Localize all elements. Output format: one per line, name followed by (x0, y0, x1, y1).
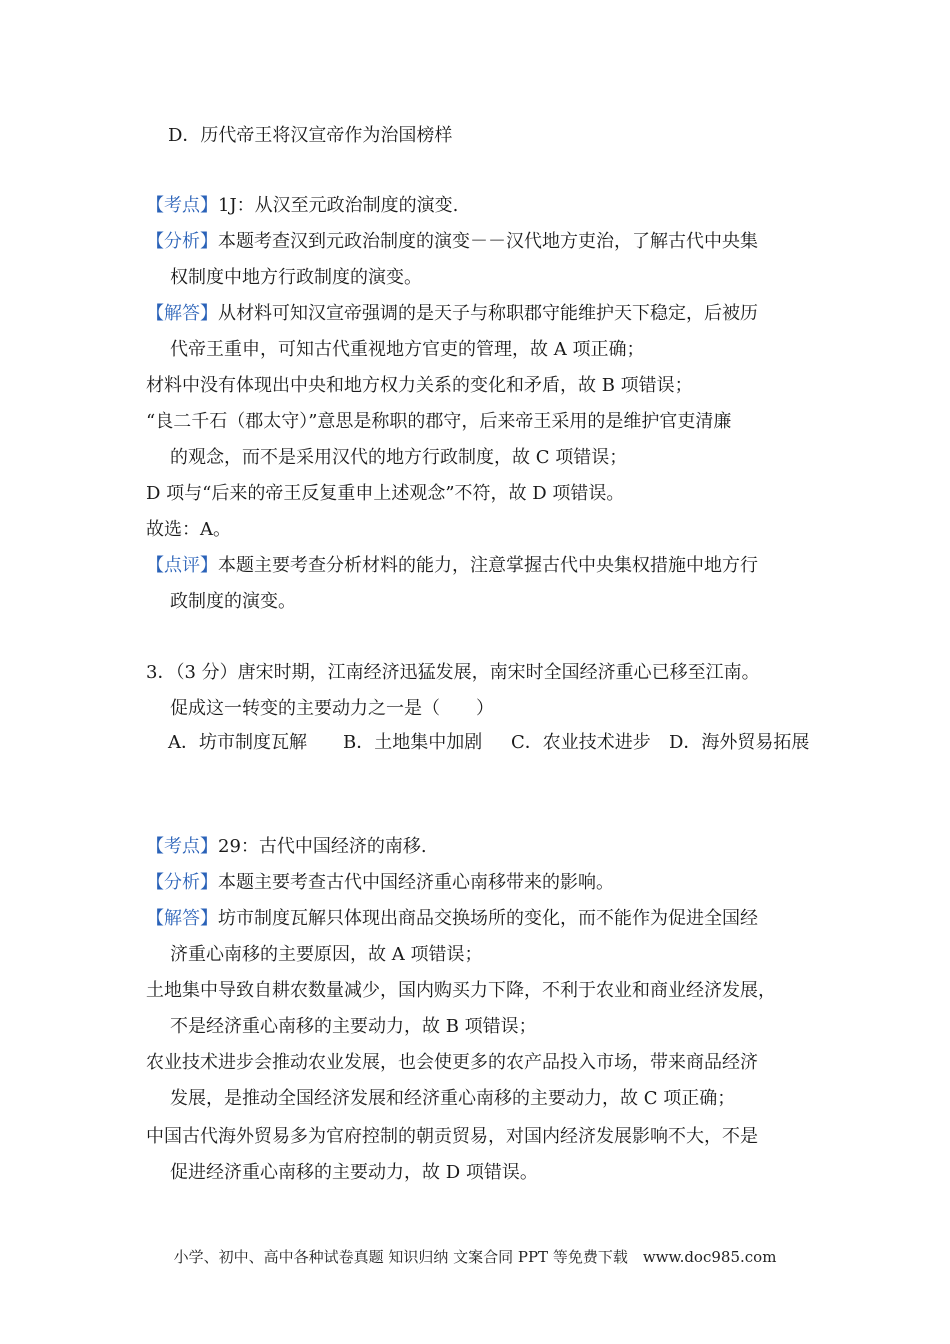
q3-jieda-line4: 不是经济重心南移的主要动力，故 B 项错误； (170, 1016, 537, 1037)
q3-jieda (146, 907, 758, 931)
q3-jieda-line6: 发展，是推动全国经济发展和经济重心南移的主要动力，故 C 项正确； (170, 1088, 736, 1109)
fenxi-tag: 【分析】 (146, 231, 218, 252)
jieda-text: 从材料可知汉宣帝强调的是天子与称职郡守能维护天下稳定，后被历 (218, 303, 758, 324)
q2-dianping (146, 554, 758, 578)
q3-stem: 3．（3 分）唐宋时期，江南经济迅猛发展，南宋时全国经济重心已移至江南。 (146, 662, 760, 683)
q2-jieda-line5: 的观念，而不是采用汉代的地方行政制度，故 C 项错误； (170, 447, 628, 468)
q2-jieda (146, 302, 758, 326)
q3-jieda-line5: 农业技术进步会推动农业发展，也会使更多的农产品投入市场，带来商品经济 (146, 1052, 758, 1073)
q2-jieda-line6: D 项与“后来的帝王反复重申上述观念”不符，故 D 项错误。 (146, 483, 625, 504)
q3-options (168, 731, 809, 755)
q2-fenxi-cont: 权制度中地方行政制度的演变。 (170, 267, 422, 288)
q3-option-c: C．农业技术进步 (511, 732, 651, 753)
q2-jieda-line7: 故选：A。 (146, 519, 231, 540)
q3-option-b: B．土地集中加剧 (343, 732, 483, 753)
q3-jieda-line7: 中国古代海外贸易多为官府控制的朝贡贸易，对国内经济发展影响不大，不是 (146, 1126, 758, 1147)
q2-dianping-cont: 政制度的演变。 (170, 591, 296, 612)
q2-jieda-line3: 材料中没有体现出中央和地方权力关系的变化和矛盾，故 B 项错误； (146, 375, 693, 396)
q3-kaodian (146, 835, 427, 859)
q3-fenxi (146, 871, 614, 895)
q3-stem-cont: 促成这一转变的主要动力之一是（ ） (170, 698, 494, 719)
kaodian-tag: 【考点】 (146, 195, 218, 216)
kaodian-text: 29：古代中国经济的南移. (218, 836, 427, 857)
q2-jieda-line2: 代帝王重申，可知古代重视地方官吏的管理，故 A 项正确； (170, 339, 645, 360)
q3-jieda-line3: 土地集中导致自耕农数量减少，国内购买力下降，不利于农业和商业经济发展， (146, 980, 776, 1001)
q2-jieda-line4: “良二千石（郡太守）”意思是称职的郡守，后来帝王采用的是维护官吏清廉 (146, 411, 732, 432)
dianping-tag: 【点评】 (146, 555, 218, 576)
jieda-tag: 【解答】 (146, 908, 218, 929)
jieda-tag: 【解答】 (146, 303, 218, 324)
page-footer: 小学、初中、高中各种试卷真题 知识归纳 文案合同 PPT 等免费下载 www.doc985.com (173, 1248, 777, 1266)
fenxi-text: 本题主要考查古代中国经济重心南移带来的影响。 (218, 872, 614, 893)
q2-fenxi (146, 230, 758, 254)
kaodian-tag: 【考点】 (146, 836, 218, 857)
kaodian-text: 1J：从汉至元政治制度的演变. (218, 195, 459, 216)
q2-option-d: D．历代帝王将汉宣帝作为治国榜样 (168, 125, 453, 146)
q3-option-a: A．坊市制度瓦解 (168, 732, 307, 753)
q3-jieda-line2: 济重心南移的主要原因，故 A 项错误； (170, 944, 483, 965)
dianping-text: 本题主要考查分析材料的能力，注意掌握古代中央集权措施中地方行 (218, 555, 758, 576)
q2-kaodian (146, 194, 458, 218)
q3-jieda-line8: 促进经济重心南移的主要动力，故 D 项错误。 (170, 1162, 538, 1183)
fenxi-text: 本题考查汉到元政治制度的演变－－汉代地方吏治，了解古代中央集 (218, 231, 758, 252)
fenxi-tag: 【分析】 (146, 872, 218, 893)
q3-option-d: D．海外贸易拓展 (669, 732, 810, 753)
jieda-text: 坊市制度瓦解只体现出商品交换场所的变化，而不能作为促进全国经 (218, 908, 758, 929)
